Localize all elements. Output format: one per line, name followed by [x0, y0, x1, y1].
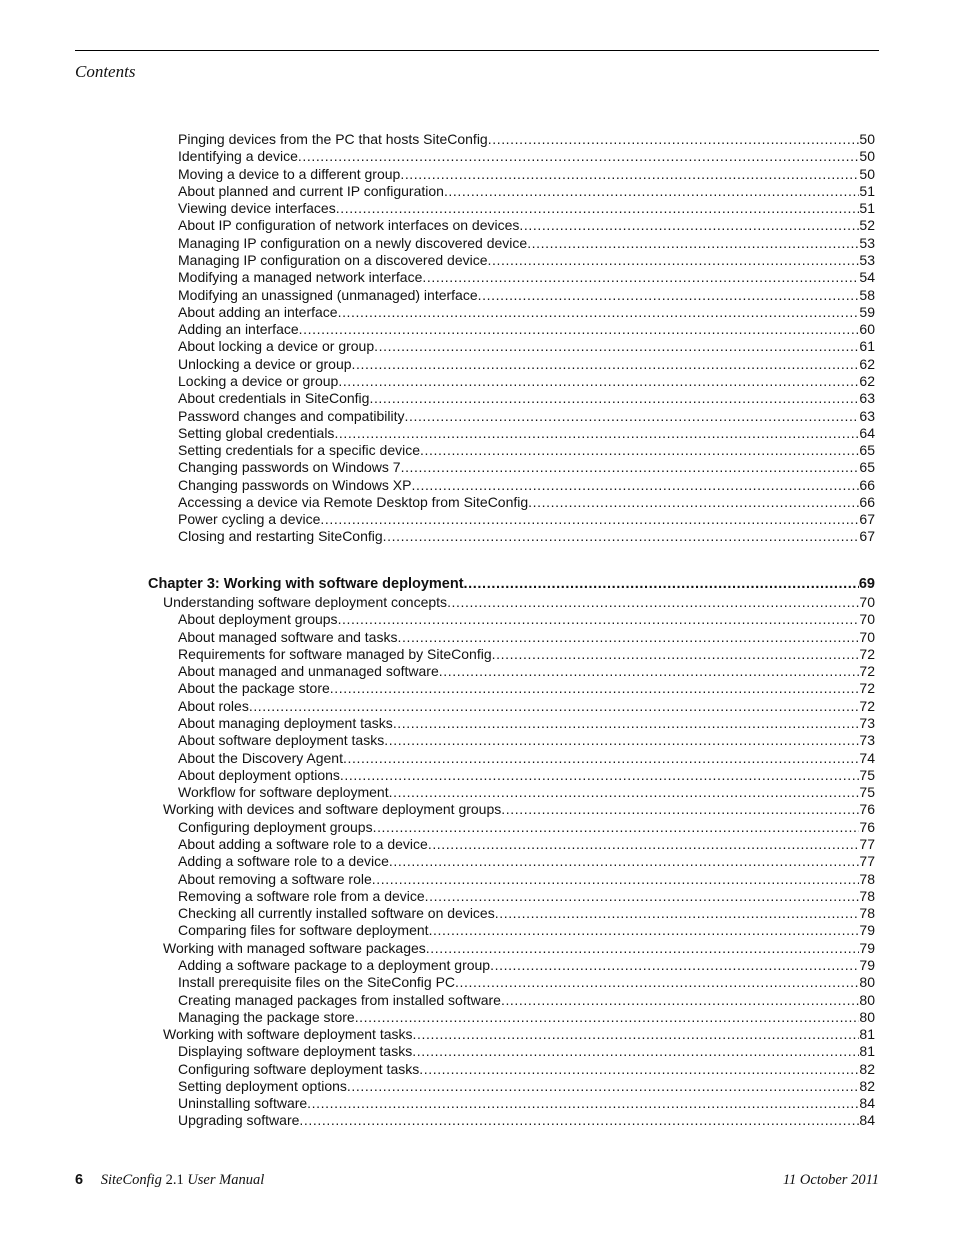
- toc-entry-title: Working with software deployment tasks: [163, 1026, 413, 1042]
- toc-entry[interactable]: [0, 511, 954, 528]
- toc-page-number: 76: [859, 818, 875, 835]
- toc-page-number: 60: [859, 321, 875, 338]
- toc-entry-title: Changing passwords on Windows XP: [178, 476, 412, 493]
- toc-entry[interactable]: [0, 750, 954, 767]
- toc-dot-leader: [401, 459, 860, 476]
- toc-dot-leader: [352, 356, 860, 373]
- toc-entry-title: Checking all currently installed software on devices: [178, 905, 495, 922]
- toc-entry[interactable]: [0, 338, 954, 355]
- toc-entry-title: Adding an interface: [178, 321, 299, 338]
- toc-entry-title: About deployment groups: [178, 611, 338, 628]
- toc-page-number: 84: [859, 1112, 875, 1129]
- toc-dot-leader: [307, 1095, 859, 1112]
- toc-entry-row: [178, 957, 875, 974]
- toc-entry[interactable]: [0, 200, 954, 217]
- toc-entry-row: [178, 1043, 875, 1060]
- toc-entry-row: [178, 183, 875, 200]
- toc-chapter-entry[interactable]: [0, 576, 954, 593]
- toc-entry[interactable]: [0, 992, 954, 1009]
- header-rule: [75, 50, 879, 51]
- toc-page-number: 70: [859, 628, 875, 645]
- toc-dot-leader: [400, 166, 859, 183]
- toc-entry-row: [178, 992, 875, 1009]
- toc-dot-leader: [492, 646, 860, 663]
- toc-entry[interactable]: [0, 390, 954, 407]
- toc-entry[interactable]: [0, 680, 954, 697]
- toc-entry-title: Accessing a device via Remote Desktop from SiteConfig: [178, 493, 529, 510]
- toc-entry-title: Changing passwords on Windows 7: [178, 459, 401, 476]
- toc-dot-leader: [372, 871, 860, 888]
- toc-entry[interactable]: [0, 477, 954, 494]
- toc-entry[interactable]: [0, 356, 954, 373]
- toc-entry-title: Understanding software deployment concepts: [163, 594, 448, 610]
- toc-dot-leader: [420, 442, 859, 459]
- toc-entry[interactable]: [0, 957, 954, 974]
- toc-entry[interactable]: [0, 321, 954, 338]
- toc-dot-leader: [439, 663, 860, 680]
- toc-entry-title: Configuring software deployment tasks: [178, 1060, 420, 1077]
- toc-page-number: 74: [859, 749, 875, 766]
- toc-page-number: 73: [859, 732, 875, 749]
- toc-dot-leader: [422, 269, 859, 286]
- toc-entry-title: About software deployment tasks: [178, 732, 385, 749]
- toc-page-number: 82: [859, 1060, 875, 1077]
- toc-entry[interactable]: [0, 304, 954, 321]
- toc-dot-leader: [393, 715, 860, 732]
- toc-dot-leader: [444, 183, 859, 200]
- footer-page-number: 6: [75, 1172, 84, 1188]
- toc-dot-leader: [495, 905, 860, 922]
- toc-entry-row: [178, 494, 875, 511]
- toc-page-number: 72: [859, 663, 875, 680]
- toc-page-number: 72: [859, 697, 875, 714]
- toc-entry-row: [178, 715, 875, 732]
- toc-entry-title: About adding an interface: [178, 303, 338, 320]
- toc-page-number: 79: [859, 939, 875, 956]
- toc-entry-title: Viewing device interfaces: [178, 200, 336, 217]
- toc-page-number: 59: [859, 303, 875, 320]
- toc-entry-title: Working with managed software packages: [163, 939, 426, 956]
- toc-entry-title: Modifying a managed network interface: [178, 269, 423, 286]
- toc-dot-leader: [373, 819, 860, 836]
- toc-page-number: 76: [859, 801, 875, 818]
- toc-page-number: 67: [859, 511, 875, 528]
- toc-dot-leader: [347, 1078, 860, 1095]
- toc-page-number: 81: [859, 1026, 875, 1042]
- footer-doc-version: 2.1: [165, 1172, 184, 1188]
- toc-entry[interactable]: [0, 1043, 954, 1060]
- toc-entry-row: [163, 940, 875, 957]
- toc-entry-title: Managing IP configuration on a discovered device: [178, 252, 488, 268]
- toc-page-number: 79: [859, 922, 875, 939]
- toc-entry[interactable]: [0, 905, 954, 922]
- toc-page-number: 64: [859, 424, 875, 441]
- toc-dot-leader: [519, 217, 859, 234]
- toc-page-number: 75: [859, 784, 875, 801]
- toc-dot-leader: [429, 922, 860, 939]
- toc-entry-row: [178, 1078, 875, 1095]
- toc-entry-row: [178, 974, 875, 991]
- toc-dot-leader: [336, 200, 860, 217]
- toc-dot-leader: [340, 767, 860, 784]
- toc-entry-row: [178, 287, 875, 304]
- toc-entry-title: About IP configuration of network interfaces on devices: [178, 217, 520, 234]
- toc-page-number: 52: [859, 217, 875, 234]
- toc-entry-title: Creating managed packages from installed software: [178, 991, 501, 1008]
- toc-dot-leader: [397, 629, 859, 646]
- toc-dot-leader: [426, 940, 860, 957]
- toc-entry[interactable]: [0, 1112, 954, 1129]
- toc-entry-title: Password changes and compatibility: [178, 407, 405, 424]
- toc-page-number: 50: [859, 165, 875, 182]
- toc-page-number: 79: [859, 956, 875, 973]
- toc-entry-title: Comparing files for software deployment: [178, 922, 429, 939]
- toc-entry[interactable]: [0, 629, 954, 646]
- toc-page-number: 66: [859, 493, 875, 510]
- toc-entry-row: [178, 888, 875, 905]
- toc-entry-title: Requirements for software managed by SiteConfig: [178, 645, 492, 662]
- toc-dot-leader: [355, 1009, 860, 1026]
- toc-entry[interactable]: [0, 646, 954, 663]
- toc-entry-row: [178, 252, 875, 269]
- toc-entry-title: About the package store: [178, 680, 330, 697]
- toc-entry-row: [178, 784, 875, 801]
- toc-entry-row: [178, 905, 875, 922]
- toc-entry-row: [178, 166, 875, 183]
- toc-entry-title: About credentials in SiteConfig: [178, 390, 370, 407]
- toc-page-number: 50: [859, 131, 875, 147]
- toc-entry[interactable]: [0, 459, 954, 476]
- toc-entry-row: [178, 442, 875, 459]
- toc-entry-title: About removing a software role: [178, 870, 372, 887]
- toc-entry-title: Unlocking a device or group: [178, 355, 352, 372]
- toc-entry-title: About planned and current IP configuration: [178, 182, 444, 199]
- toc-entry[interactable]: [0, 1078, 954, 1095]
- toc-dot-leader: [389, 784, 860, 801]
- toc-entry-title: About deployment options: [178, 766, 340, 783]
- toc-page-number: 80: [859, 991, 875, 1008]
- toc-page-number: 54: [859, 269, 875, 286]
- toc-dot-leader: [501, 801, 859, 818]
- toc-entry-title: Managing the package store: [178, 1008, 355, 1025]
- toc-entry-title: Adding a software package to a deployment group: [178, 956, 491, 973]
- toc-entry-row: [178, 1009, 875, 1026]
- toc-entry-row: [178, 200, 875, 217]
- toc-dot-leader: [334, 425, 859, 442]
- toc-entry[interactable]: [0, 1061, 954, 1078]
- toc-entry-row: [148, 576, 875, 593]
- toc-entry-row: [178, 408, 875, 425]
- toc-page-number: 63: [859, 390, 875, 407]
- toc-entry-row: [178, 750, 875, 767]
- toc-entry-row: [178, 356, 875, 373]
- toc-entry[interactable]: [0, 801, 954, 818]
- toc-entry-row: [178, 819, 875, 836]
- toc-entry-title: About managing deployment tasks: [178, 715, 393, 731]
- toc-dot-leader: [490, 957, 859, 974]
- toc-page-number: 82: [859, 1077, 875, 1094]
- toc-entry[interactable]: [0, 287, 954, 304]
- footer-doc-name: SiteConfig: [100, 1172, 166, 1188]
- toc-dot-leader: [338, 373, 859, 390]
- toc-entry-row: [178, 680, 875, 697]
- toc-entry-row: [178, 390, 875, 407]
- toc-entry[interactable]: [0, 974, 954, 991]
- toc-page-number: 77: [859, 853, 875, 870]
- toc-page-number: 73: [859, 715, 875, 731]
- toc-page-number: 72: [859, 680, 875, 697]
- toc-page-number: 84: [859, 1095, 875, 1112]
- toc-entry-title: About managed and unmanaged software: [178, 663, 439, 680]
- page-footer: [75, 1172, 879, 1192]
- toc-page-number: 70: [859, 611, 875, 628]
- toc-dot-leader: [527, 235, 859, 252]
- toc-page-number: 81: [859, 1043, 875, 1060]
- toc-page-number: 66: [859, 476, 875, 493]
- running-head: Contents: [75, 62, 136, 81]
- toc-entry-title: Adding a software role to a device: [178, 853, 389, 870]
- toc-entry[interactable]: [0, 235, 954, 252]
- toc-entry-row: [178, 269, 875, 286]
- toc-page-number: 50: [859, 148, 875, 165]
- toc-page-number: 65: [859, 442, 875, 458]
- toc-entry[interactable]: [0, 888, 954, 905]
- toc-entry-title: Configuring deployment groups: [178, 818, 373, 835]
- toc-dot-leader: [298, 148, 860, 165]
- toc-entry-row: [178, 528, 875, 545]
- toc-page-number: 63: [859, 407, 875, 424]
- toc-entry[interactable]: [0, 871, 954, 888]
- toc-entry[interactable]: [0, 131, 954, 148]
- toc-page-number: 61: [859, 338, 875, 355]
- toc-entry[interactable]: [0, 425, 954, 442]
- toc-page-number: 62: [859, 372, 875, 389]
- toc-entry[interactable]: [0, 183, 954, 200]
- toc-entry-title: Upgrading software: [178, 1112, 300, 1129]
- toc-entry-title: Pinging devices from the PC that hosts SiteConfig: [178, 131, 488, 147]
- toc-entry-row: [178, 1112, 875, 1129]
- toc-entry-row: [178, 611, 875, 628]
- toc-dot-leader: [338, 611, 860, 628]
- toc-dot-leader: [501, 992, 859, 1009]
- toc-page-number: 53: [859, 234, 875, 251]
- toc-dot-leader: [249, 698, 860, 715]
- toc-page-number: 67: [859, 528, 875, 545]
- toc-page-number: 80: [859, 1008, 875, 1025]
- toc-entry-row: [178, 131, 875, 148]
- footer-doc-title: [101, 1172, 265, 1188]
- toc-page-number: 58: [859, 286, 875, 303]
- toc-entry-title: About managed software and tasks: [178, 628, 398, 645]
- toc-entry[interactable]: [0, 252, 954, 269]
- toc-page-number: 69: [858, 576, 875, 593]
- toc-entry-row: [178, 459, 875, 476]
- toc-entry-row: [178, 871, 875, 888]
- toc-entry-row: [178, 1061, 875, 1078]
- toc-page-number: 51: [859, 182, 875, 199]
- toc-entry-title: Chapter 3: Working with software deployment: [148, 576, 464, 593]
- toc-entry-title: Setting credentials for a specific device: [178, 442, 421, 458]
- toc-page-number: 78: [859, 905, 875, 922]
- toc-entry-row: [178, 304, 875, 321]
- toc-dot-leader: [412, 1043, 859, 1060]
- toc-entry[interactable]: [0, 836, 954, 853]
- toc-entry-title: Working with devices and software deployment groups: [163, 801, 502, 818]
- toc-entry-title: Install prerequisite files on the SiteConfig PC: [178, 974, 456, 991]
- toc-entry[interactable]: [0, 494, 954, 511]
- toc-entry-row: [178, 425, 875, 442]
- toc-entry[interactable]: [0, 922, 954, 939]
- toc-entry-row: [178, 698, 875, 715]
- toc-entry-row: [178, 732, 875, 749]
- toc-dot-leader: [369, 390, 859, 407]
- toc-entry[interactable]: [0, 698, 954, 715]
- toc-entry-row: [178, 217, 875, 234]
- toc-entry-row: [163, 1026, 875, 1043]
- toc-entry-title: Setting global credentials: [178, 424, 335, 441]
- toc-page-number: 78: [859, 870, 875, 887]
- toc-page-number: 70: [859, 594, 875, 610]
- toc-entry-title: Uninstalling software: [178, 1095, 308, 1112]
- toc-entry[interactable]: [0, 715, 954, 732]
- toc-dot-leader: [374, 338, 859, 355]
- toc-page-number: 62: [859, 355, 875, 372]
- toc-entry[interactable]: [0, 663, 954, 680]
- toc-dot-leader: [299, 321, 860, 338]
- toc-dot-leader: [455, 974, 859, 991]
- toc-entry-title: Modifying an unassigned (unmanaged) interface: [178, 286, 478, 303]
- toc-dot-leader: [320, 511, 859, 528]
- toc-entry-title: Managing IP configuration on a newly discovered device: [178, 234, 528, 251]
- toc-entry[interactable]: [0, 853, 954, 870]
- toc-entry-title: About roles: [178, 697, 249, 714]
- toc-dot-leader: [383, 528, 860, 545]
- toc-entry-row: [178, 477, 875, 494]
- toc-dot-leader: [428, 836, 860, 853]
- toc-entry-row: [163, 594, 875, 611]
- toc-dot-leader: [343, 750, 859, 767]
- toc-entry[interactable]: [0, 1009, 954, 1026]
- toc-dot-leader: [419, 1061, 859, 1078]
- toc-page-number: 80: [859, 974, 875, 991]
- toc-entry-row: [178, 338, 875, 355]
- toc-dot-leader: [389, 853, 860, 870]
- toc-entry[interactable]: [0, 784, 954, 801]
- toc-entry[interactable]: [0, 611, 954, 628]
- toc-entry-title: About the Discovery Agent: [178, 749, 343, 766]
- toc-dot-leader: [488, 252, 860, 269]
- toc-entry[interactable]: [0, 1026, 954, 1043]
- toc-entry[interactable]: [0, 594, 954, 611]
- toc-dot-leader: [425, 888, 860, 905]
- toc-entry[interactable]: [0, 148, 954, 165]
- toc-dot-leader: [528, 494, 859, 511]
- toc-entry-row: [163, 801, 875, 818]
- toc-page-number: 53: [859, 252, 875, 268]
- toc-entry[interactable]: [0, 269, 954, 286]
- toc-entry[interactable]: [0, 408, 954, 425]
- toc-entry[interactable]: [0, 732, 954, 749]
- toc-dot-leader: [299, 1112, 859, 1129]
- toc-entry-title: Setting deployment options: [178, 1077, 347, 1094]
- toc-entry[interactable]: [0, 373, 954, 390]
- toc-entry-title: Identifying a device: [178, 148, 298, 165]
- toc-entry-row: [178, 321, 875, 338]
- toc-entry-row: [178, 646, 875, 663]
- toc-dot-leader: [384, 732, 859, 749]
- toc-page-number: 72: [859, 645, 875, 662]
- toc-page-number: 75: [859, 766, 875, 783]
- toc-entry-title: Moving a device to a different group: [178, 165, 401, 182]
- toc-entry-title: Workflow for software deployment: [178, 784, 389, 801]
- toc-entry-title: Displaying software deployment tasks: [178, 1043, 413, 1060]
- toc-entry[interactable]: [0, 217, 954, 234]
- toc-dot-leader: [330, 680, 860, 697]
- toc-entry-title: Locking a device or group: [178, 372, 339, 389]
- toc-entry-title: Closing and restarting SiteConfig: [178, 528, 383, 545]
- toc-entry-row: [178, 373, 875, 390]
- toc-entry[interactable]: [0, 166, 954, 183]
- toc-entry-row: [178, 148, 875, 165]
- toc-entry-row: [178, 767, 875, 784]
- toc-entry-row: [178, 629, 875, 646]
- toc-entry-row: [178, 853, 875, 870]
- toc-entry[interactable]: [0, 1095, 954, 1112]
- toc-dot-leader: [488, 131, 860, 148]
- toc-entry[interactable]: [0, 442, 954, 459]
- toc-dot-leader: [338, 304, 860, 321]
- toc-entry-title: About locking a device or group: [178, 338, 375, 355]
- toc-entry-row: [178, 1095, 875, 1112]
- toc-dot-leader: [413, 1026, 860, 1043]
- toc-entry-title: About adding a software role to a device: [178, 835, 428, 852]
- toc-page-number: 65: [859, 459, 875, 476]
- toc-entry-title: Power cycling a device: [178, 511, 321, 528]
- toc-page-number: 78: [859, 887, 875, 904]
- toc-entry-title: Removing a software role from a device: [178, 887, 425, 904]
- toc-entry-row: [178, 663, 875, 680]
- toc-entry-row: [178, 235, 875, 252]
- toc-entry-row: [178, 922, 875, 939]
- toc-entry[interactable]: [0, 819, 954, 836]
- toc-dot-leader: [447, 594, 859, 611]
- footer-date: 11 October 2011: [782, 1172, 879, 1188]
- toc-entry-row: [178, 511, 875, 528]
- footer-doc-suffix: User Manual: [183, 1172, 265, 1188]
- toc-entry[interactable]: [0, 940, 954, 957]
- toc-page-number: 51: [859, 200, 875, 217]
- toc-dot-leader: [478, 287, 860, 304]
- toc-dot-leader: [404, 408, 859, 425]
- toc-entry[interactable]: [0, 767, 954, 784]
- toc-page-number: 77: [859, 835, 875, 852]
- toc-dot-leader: [464, 576, 859, 593]
- toc-entry[interactable]: [0, 528, 954, 545]
- toc-entry-row: [178, 836, 875, 853]
- toc-dot-leader: [411, 477, 859, 494]
